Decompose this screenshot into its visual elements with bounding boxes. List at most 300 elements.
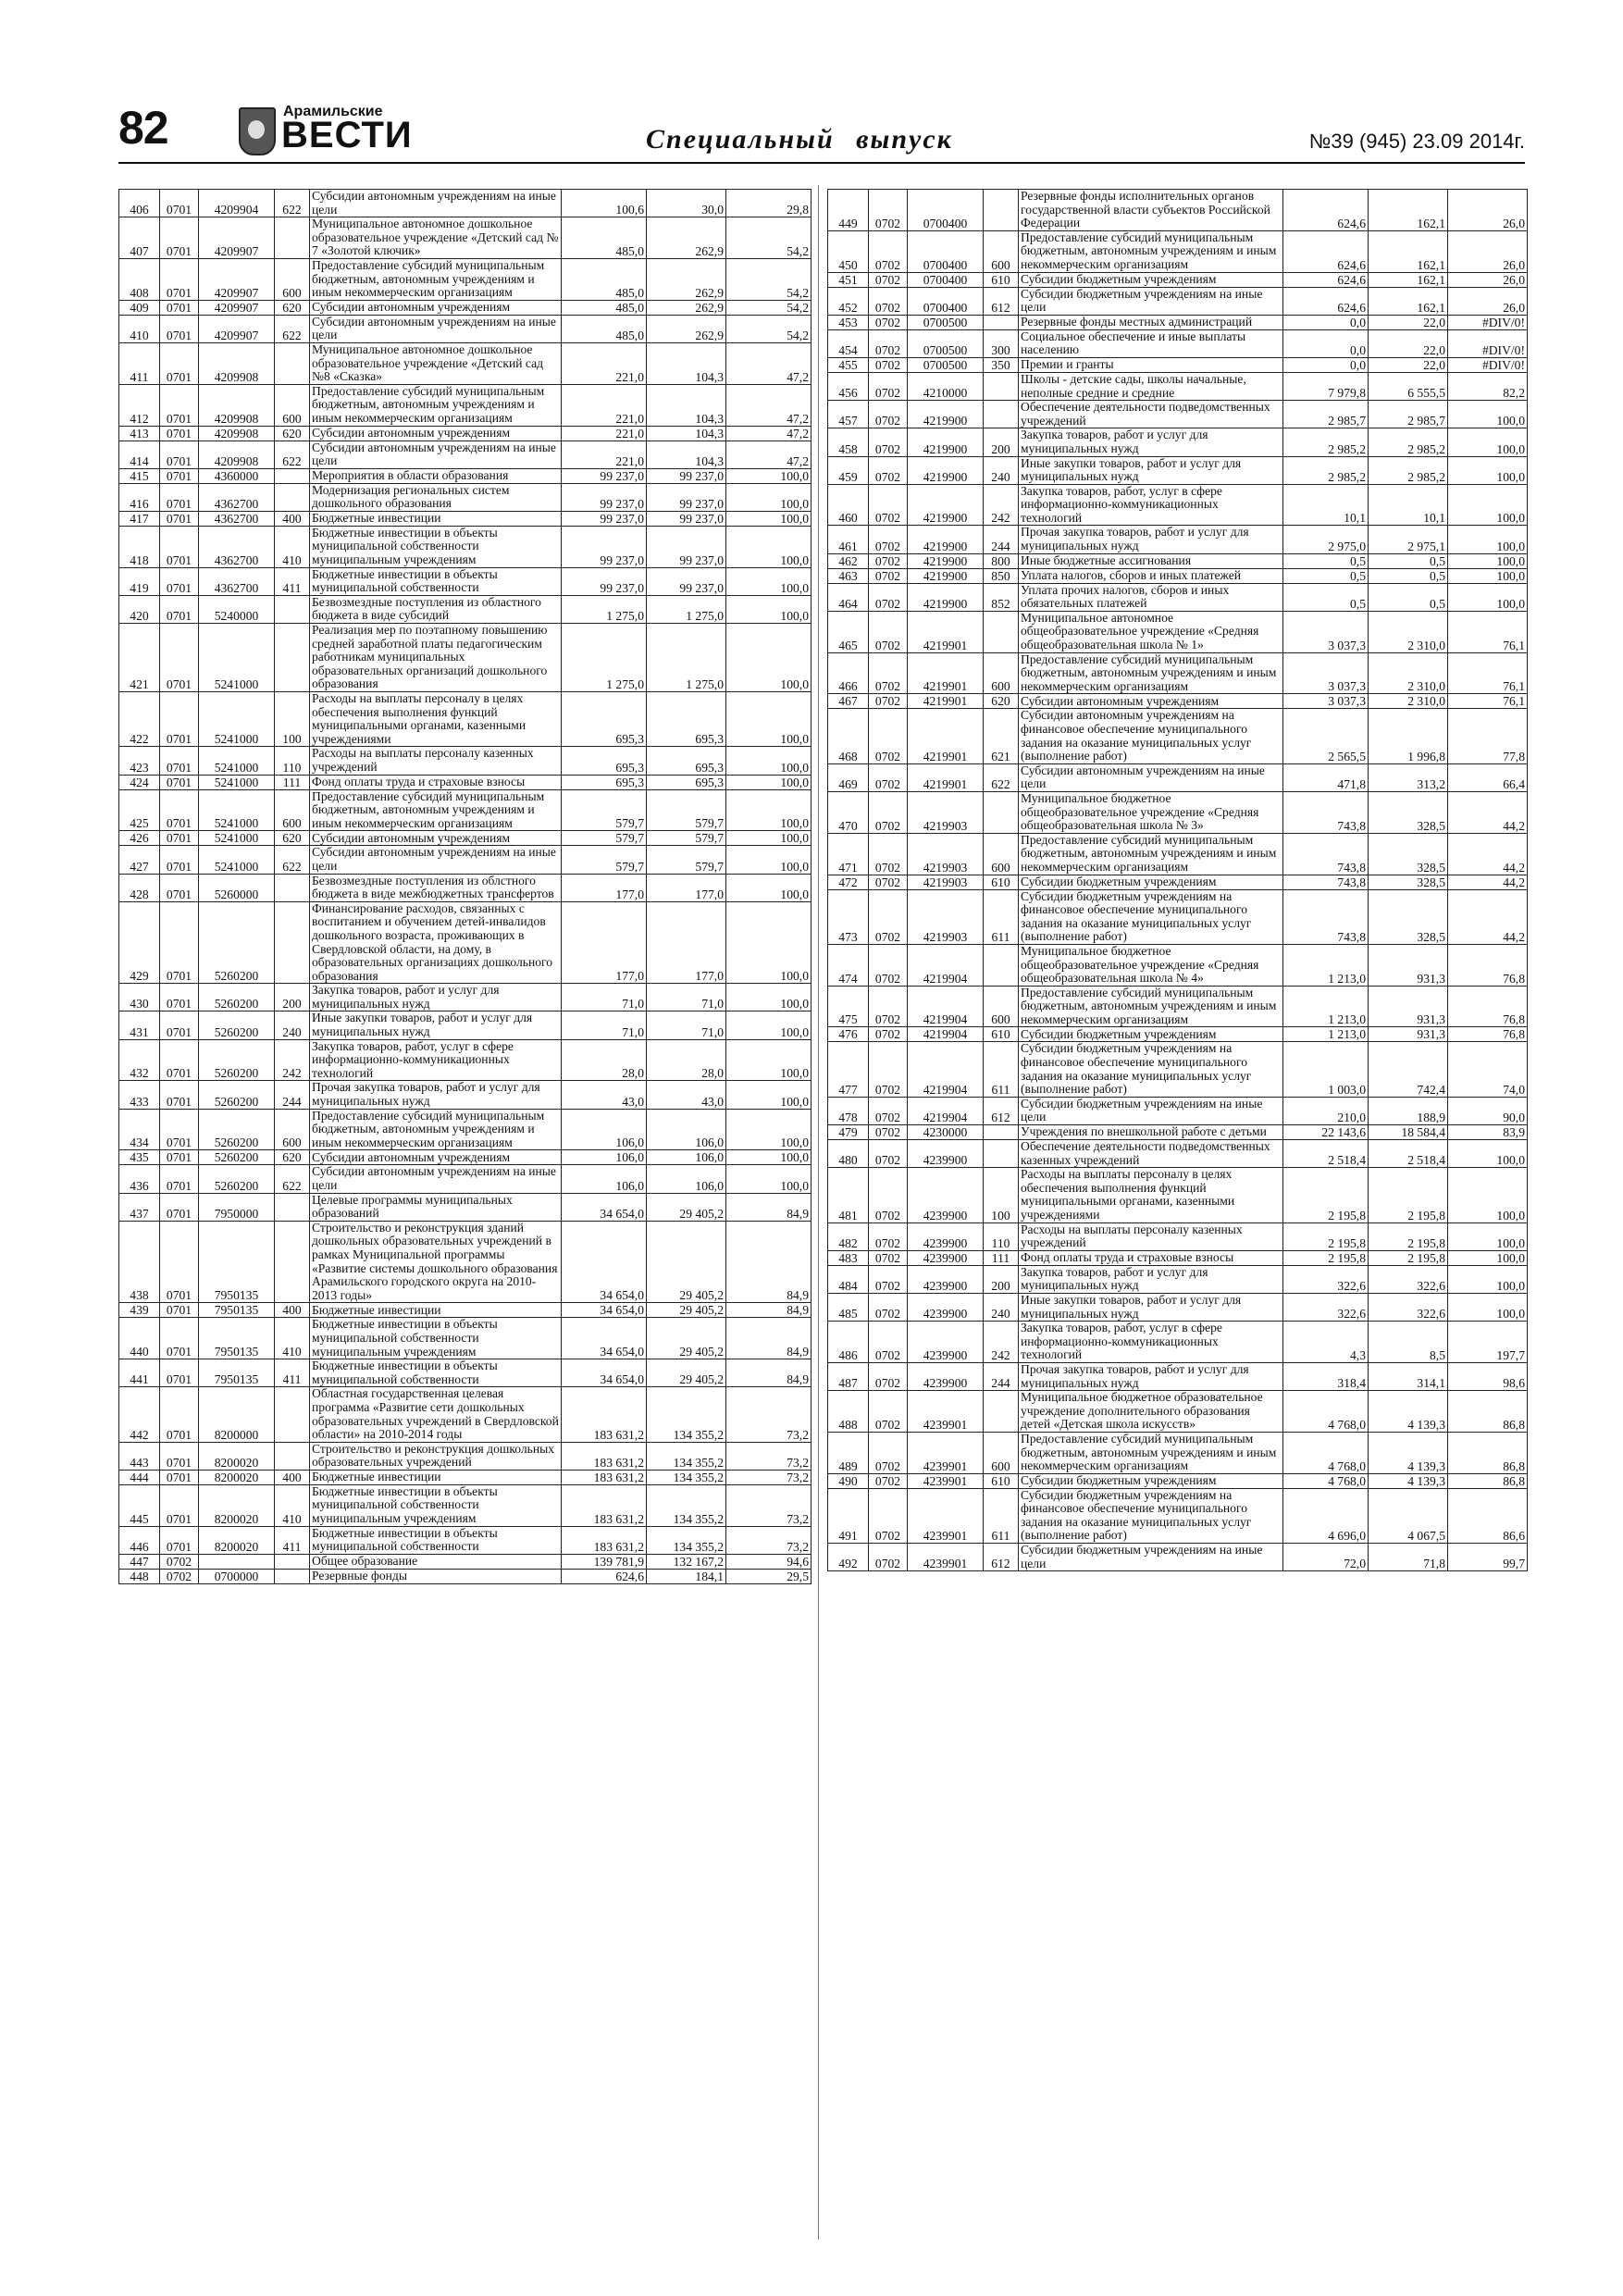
section-code: 0702 <box>869 791 908 833</box>
section-code: 0702 <box>869 1362 908 1390</box>
target-code: 4219904 <box>908 944 984 986</box>
row-number: 474 <box>828 944 869 986</box>
planned-amount: 183 631,2 <box>562 1470 647 1484</box>
item-name: Закупка товаров, работ, услуг в сфере информационно-коммуникационных технологий <box>1019 1322 1283 1363</box>
target-code: 5241000 <box>199 775 275 789</box>
planned-amount: 99 237,0 <box>562 483 647 511</box>
expense-type: 622 <box>275 441 310 468</box>
row-number: 443 <box>119 1442 160 1470</box>
section-code: 0701 <box>160 1470 199 1484</box>
execution-percent: 100,0 <box>726 1150 812 1165</box>
item-name: Бюджетные инвестиции <box>310 1470 562 1484</box>
table-row <box>119 984 812 1011</box>
planned-amount: 221,0 <box>562 426 647 441</box>
item-name: Субсидии автономным учреждениям на иные цели <box>310 1165 562 1193</box>
item-name: Бюджетные инвестиции в объекты муниципальной собственности муниципальным учреждениям <box>310 1318 562 1359</box>
table-row <box>828 1250 1528 1265</box>
section-code: 0702 <box>869 428 908 456</box>
expense-type: 622 <box>984 763 1019 791</box>
row-number: 433 <box>119 1081 160 1109</box>
target-code: 4239900 <box>908 1250 984 1265</box>
logo-title: ВЕСТИ <box>281 115 413 155</box>
target-code: 4219900 <box>908 568 984 583</box>
row-number: 442 <box>119 1387 160 1442</box>
table-row <box>119 217 812 259</box>
row-number: 439 <box>119 1303 160 1318</box>
row-number: 467 <box>828 694 869 709</box>
planned-amount: 1 003,0 <box>1283 1042 1369 1097</box>
row-number: 459 <box>828 456 869 484</box>
row-number: 450 <box>828 230 869 272</box>
table-row <box>119 300 812 315</box>
execution-percent: 100,0 <box>1448 428 1528 456</box>
target-code: 4209907 <box>199 258 275 300</box>
section-code: 0701 <box>160 789 199 831</box>
executed-amount: 28,0 <box>647 1039 726 1081</box>
executed-amount: 0,5 <box>1369 583 1448 611</box>
section-code: 0701 <box>160 526 199 567</box>
right-table-body <box>828 190 1528 1571</box>
table-row <box>828 709 1528 763</box>
expense-type: 620 <box>275 1150 310 1165</box>
target-code: 4209908 <box>199 384 275 426</box>
planned-amount: 743,8 <box>1283 833 1369 875</box>
section-code: 0702 <box>869 1473 908 1488</box>
section-code: 0701 <box>160 1039 199 1081</box>
section-code: 0701 <box>160 901 199 984</box>
execution-percent: 73,2 <box>726 1387 812 1442</box>
table-row <box>119 1569 812 1583</box>
row-number: 432 <box>119 1039 160 1081</box>
item-name: Прочая закупка товаров, работ и услуг для муниципальных нужд <box>1019 526 1283 553</box>
section-code: 0702 <box>869 526 908 553</box>
execution-percent: 100,0 <box>1448 1222 1528 1250</box>
execution-percent: 76,8 <box>1448 944 1528 986</box>
expense-type: 612 <box>984 287 1019 315</box>
section-code: 0702 <box>869 889 908 944</box>
execution-percent: 100,0 <box>726 901 812 984</box>
execution-percent: 86,8 <box>1448 1432 1528 1473</box>
planned-amount: 743,8 <box>1283 875 1369 889</box>
target-code: 8200020 <box>199 1526 275 1554</box>
planned-amount: 471,8 <box>1283 763 1369 791</box>
item-name: Муниципальное автономное общеобразовательное учреждение «Средняя общеобразовательная школа № 1» <box>1019 611 1283 652</box>
executed-amount: 2 985,2 <box>1369 428 1448 456</box>
section-code: 0702 <box>869 401 908 428</box>
execution-percent: 100,0 <box>1448 1140 1528 1168</box>
issue-title: Специальный выпуск <box>646 124 953 155</box>
expense-type: 611 <box>984 889 1019 944</box>
table-row <box>828 763 1528 791</box>
planned-amount: 624,6 <box>1283 230 1369 272</box>
table-row <box>119 692 812 747</box>
planned-amount: 106,0 <box>562 1150 647 1165</box>
expense-type <box>984 401 1019 428</box>
section-code: 0701 <box>160 831 199 846</box>
table-row <box>828 1391 1528 1433</box>
row-number: 485 <box>828 1293 869 1321</box>
row-number: 489 <box>828 1432 869 1473</box>
table-row <box>828 875 1528 889</box>
execution-percent: 54,2 <box>726 315 812 342</box>
executed-amount: 71,0 <box>647 1011 726 1039</box>
row-number: 435 <box>119 1150 160 1165</box>
table-row <box>119 483 812 511</box>
expense-type: 600 <box>984 986 1019 1027</box>
table-row <box>828 372 1528 400</box>
planned-amount: 139 781,9 <box>562 1554 647 1569</box>
executed-amount: 162,1 <box>1369 272 1448 287</box>
planned-amount: 485,0 <box>562 258 647 300</box>
execution-percent: 84,9 <box>726 1318 812 1359</box>
executed-amount: 22,0 <box>1369 329 1448 357</box>
table-row <box>119 901 812 984</box>
expense-type: 244 <box>275 1081 310 1109</box>
execution-percent: 83,9 <box>1448 1125 1528 1140</box>
execution-percent: 100,0 <box>726 692 812 747</box>
section-code: 0702 <box>869 944 908 986</box>
row-number: 446 <box>119 1526 160 1554</box>
execution-percent: 86,8 <box>1448 1391 1528 1433</box>
target-code: 4219903 <box>908 889 984 944</box>
table-row <box>828 553 1528 568</box>
planned-amount: 2 985,7 <box>1283 401 1369 428</box>
row-number: 466 <box>828 652 869 694</box>
expense-type: 400 <box>275 511 310 526</box>
executed-amount: 8,5 <box>1369 1322 1448 1363</box>
execution-percent: 26,0 <box>1448 272 1528 287</box>
executed-amount: 29 405,2 <box>647 1193 726 1221</box>
planned-amount: 624,6 <box>1283 272 1369 287</box>
table-row <box>828 791 1528 833</box>
execution-percent: 100,0 <box>726 775 812 789</box>
table-row <box>119 441 812 468</box>
row-number: 462 <box>828 553 869 568</box>
target-code: 5241000 <box>199 789 275 831</box>
planned-amount: 43,0 <box>562 1081 647 1109</box>
table-row <box>828 1125 1528 1140</box>
table-row <box>828 1168 1528 1222</box>
table-row <box>119 1359 812 1387</box>
page-number: 82 <box>118 102 168 154</box>
target-code <box>199 1554 275 1569</box>
section-code: 0702 <box>869 553 908 568</box>
target-code: 4362700 <box>199 483 275 511</box>
executed-amount: 931,3 <box>1369 986 1448 1027</box>
item-name: Резервные фонды <box>310 1569 562 1583</box>
execution-percent: 29,8 <box>726 190 812 217</box>
expense-type: 400 <box>275 1470 310 1484</box>
execution-percent: 82,2 <box>1448 372 1528 400</box>
item-name: Субсидии автономным учреждениям на иные цели <box>310 846 562 874</box>
section-code: 0702 <box>869 1544 908 1571</box>
item-name: Расходы на выплаты персоналу казенных учреждений <box>310 747 562 775</box>
item-name: Бюджетные инвестиции в объекты муниципальной собственности <box>310 1526 562 1554</box>
row-number: 480 <box>828 1140 869 1168</box>
executed-amount: 2 195,8 <box>1369 1222 1448 1250</box>
execution-percent: 98,6 <box>1448 1362 1528 1390</box>
section-code: 0701 <box>160 300 199 315</box>
table-row <box>119 567 812 595</box>
item-name: Субсидии бюджетным учреждениям <box>1019 272 1283 287</box>
expense-type: 611 <box>984 1488 1019 1543</box>
planned-amount: 3 037,3 <box>1283 611 1369 652</box>
section-code: 0701 <box>160 1387 199 1442</box>
executed-amount: 134 355,2 <box>647 1387 726 1442</box>
executed-amount: 2 985,7 <box>1369 401 1448 428</box>
expense-type: 600 <box>984 652 1019 694</box>
item-name: Субсидии бюджетным учреждениям <box>1019 1473 1283 1488</box>
expense-type: 622 <box>275 190 310 217</box>
planned-amount: 106,0 <box>562 1165 647 1193</box>
row-number: 454 <box>828 329 869 357</box>
execution-percent: 99,7 <box>1448 1544 1528 1571</box>
executed-amount: 931,3 <box>1369 944 1448 986</box>
table-row <box>119 1554 812 1569</box>
section-code: 0701 <box>160 846 199 874</box>
row-number: 448 <box>119 1569 160 1583</box>
execution-percent: 74,0 <box>1448 1042 1528 1097</box>
table-row <box>828 526 1528 553</box>
expense-type: 620 <box>275 300 310 315</box>
item-name: Субсидии бюджетным учреждениям на иные цели <box>1019 1544 1283 1571</box>
execution-percent: 66,4 <box>1448 763 1528 791</box>
section-code: 0702 <box>869 652 908 694</box>
execution-percent: 44,2 <box>1448 889 1528 944</box>
executed-amount: 2 310,0 <box>1369 652 1448 694</box>
table-row <box>828 944 1528 986</box>
target-code: 0700500 <box>908 315 984 329</box>
section-code: 0701 <box>160 1484 199 1526</box>
planned-amount: 579,7 <box>562 846 647 874</box>
execution-percent: 47,2 <box>726 342 812 384</box>
execution-percent: 47,2 <box>726 384 812 426</box>
executed-amount: 99 237,0 <box>647 526 726 567</box>
target-code: 4362700 <box>199 526 275 567</box>
row-number: 452 <box>828 287 869 315</box>
expense-type: 400 <box>275 1303 310 1318</box>
planned-amount: 0,5 <box>1283 568 1369 583</box>
row-number: 468 <box>828 709 869 763</box>
item-name: Премии и гранты <box>1019 357 1283 372</box>
expense-type: 410 <box>275 1484 310 1526</box>
section-code: 0702 <box>869 611 908 652</box>
expense-type: 100 <box>984 1168 1019 1222</box>
expense-type: 620 <box>984 694 1019 709</box>
item-name: Субсидии бюджетным учреждениям на финансовое обеспечение муниципального задания на оказание муниципальных услуг (выполнение работ) <box>1019 1042 1283 1097</box>
execution-percent: 44,2 <box>1448 791 1528 833</box>
row-number: 420 <box>119 595 160 623</box>
item-name: Бюджетные инвестиции <box>310 1303 562 1318</box>
table-row <box>828 315 1528 329</box>
execution-percent: 76,1 <box>1448 652 1528 694</box>
section-code: 0701 <box>160 747 199 775</box>
planned-amount: 322,6 <box>1283 1265 1369 1293</box>
target-code: 5260200 <box>199 984 275 1011</box>
item-name: Областная государственная целевая программа «Развитие сети дошкольных образовательных учреждений в Свердловской области» на 2010-2014 годы <box>310 1387 562 1442</box>
planned-amount: 695,3 <box>562 747 647 775</box>
table-row <box>119 1081 812 1109</box>
row-number: 417 <box>119 511 160 526</box>
table-row <box>119 747 812 775</box>
section-code: 0701 <box>160 1165 199 1193</box>
planned-amount: 485,0 <box>562 217 647 259</box>
target-code: 4209908 <box>199 342 275 384</box>
section-code: 0701 <box>160 426 199 441</box>
row-number: 438 <box>119 1221 160 1303</box>
section-code: 0701 <box>160 1109 199 1150</box>
item-name: Муниципальное бюджетное общеобразовательное учреждение «Средняя общеобразовательная школа № 3» <box>1019 791 1283 833</box>
target-code: 4239900 <box>908 1168 984 1222</box>
section-code: 0702 <box>869 1250 908 1265</box>
executed-amount: 328,5 <box>1369 889 1448 944</box>
row-number: 465 <box>828 611 869 652</box>
planned-amount: 99 237,0 <box>562 567 647 595</box>
executed-amount: 18 584,4 <box>1369 1125 1448 1140</box>
planned-amount: 318,4 <box>1283 1362 1369 1390</box>
expense-type: 620 <box>275 831 310 846</box>
expense-type: 411 <box>275 567 310 595</box>
table-row <box>828 986 1528 1027</box>
planned-amount: 322,6 <box>1283 1293 1369 1321</box>
planned-amount: 183 631,2 <box>562 1484 647 1526</box>
item-name: Обеспечение деятельности подведомственных казенных учреждений <box>1019 1140 1283 1168</box>
page-header <box>118 104 1525 161</box>
item-name: Школы - детские сады, школы начальные, неполные средние и средние <box>1019 372 1283 400</box>
row-number: 415 <box>119 468 160 483</box>
section-code: 0702 <box>869 763 908 791</box>
planned-amount: 743,8 <box>1283 889 1369 944</box>
executed-amount: 71,0 <box>647 984 726 1011</box>
row-number: 469 <box>828 763 869 791</box>
issue-info: №39 (945) 23.09 2014г. <box>1308 130 1525 153</box>
executed-amount: 579,7 <box>647 846 726 874</box>
expense-type: 240 <box>984 456 1019 484</box>
expense-type <box>984 791 1019 833</box>
table-row <box>119 775 812 789</box>
executed-amount: 22,0 <box>1369 357 1448 372</box>
executed-amount: 4 139,3 <box>1369 1432 1448 1473</box>
section-code: 0701 <box>160 258 199 300</box>
execution-percent: 100,0 <box>1448 401 1528 428</box>
target-code: 7950135 <box>199 1221 275 1303</box>
table-row <box>828 329 1528 357</box>
row-number: 413 <box>119 426 160 441</box>
table-row <box>119 874 812 901</box>
executed-amount: 695,3 <box>647 692 726 747</box>
execution-percent: 100,0 <box>1448 553 1528 568</box>
expense-type: 610 <box>984 272 1019 287</box>
item-name: Муниципальное автономное дошкольное образовательное учреждение «Детский сад №8 «Сказка» <box>310 342 562 384</box>
row-number: 460 <box>828 484 869 526</box>
execution-percent: 100,0 <box>726 1039 812 1081</box>
section-code: 0702 <box>160 1569 199 1583</box>
table-row <box>828 694 1528 709</box>
item-name: Реализация мер по поэтапному повышению средней заработной платы педагогическим работникам муниципальных образовательных организаций дошкольного образования <box>310 624 562 692</box>
target-code: 4239901 <box>908 1391 984 1433</box>
target-code: 4239901 <box>908 1432 984 1473</box>
table-row <box>828 1488 1528 1543</box>
target-code: 0700500 <box>908 357 984 372</box>
row-number: 425 <box>119 789 160 831</box>
executed-amount: 1 996,8 <box>1369 709 1448 763</box>
planned-amount: 579,7 <box>562 789 647 831</box>
execution-percent: 54,2 <box>726 300 812 315</box>
expense-type: 610 <box>984 1473 1019 1488</box>
target-code: 8200020 <box>199 1442 275 1470</box>
planned-amount: 99 237,0 <box>562 468 647 483</box>
table-row <box>119 789 812 831</box>
target-code: 4239901 <box>908 1544 984 1571</box>
row-number: 411 <box>119 342 160 384</box>
item-name: Резервные фонды исполнительных органов государственной власти субъектов Российской Федерации <box>1019 190 1283 231</box>
table-row <box>828 401 1528 428</box>
section-code: 0702 <box>869 357 908 372</box>
target-code: 4210000 <box>908 372 984 400</box>
section-code: 0702 <box>160 1554 199 1569</box>
row-number: 422 <box>119 692 160 747</box>
executed-amount: 106,0 <box>647 1150 726 1165</box>
row-number: 484 <box>828 1265 869 1293</box>
target-code: 4239901 <box>908 1473 984 1488</box>
planned-amount: 106,0 <box>562 1109 647 1150</box>
planned-amount: 1 213,0 <box>1283 1027 1369 1042</box>
planned-amount: 1 275,0 <box>562 624 647 692</box>
section-code: 0702 <box>869 1168 908 1222</box>
executed-amount: 328,5 <box>1369 875 1448 889</box>
item-name: Предоставление субсидий муниципальным бюджетным, автономным учреждениям и иным некоммерческим организациям <box>310 384 562 426</box>
expense-type: 600 <box>275 1109 310 1150</box>
executed-amount: 579,7 <box>647 789 726 831</box>
item-name: Субсидии автономным учреждениям <box>1019 694 1283 709</box>
row-number: 434 <box>119 1109 160 1150</box>
executed-amount: 2 985,2 <box>1369 456 1448 484</box>
expense-type <box>984 1140 1019 1168</box>
item-name: Субсидии автономным учреждениям <box>310 1150 562 1165</box>
executed-amount: 262,9 <box>647 258 726 300</box>
row-number: 455 <box>828 357 869 372</box>
expense-type: 240 <box>984 1293 1019 1321</box>
executed-amount: 99 237,0 <box>647 511 726 526</box>
planned-amount: 624,6 <box>562 1569 647 1583</box>
planned-amount: 2 975,0 <box>1283 526 1369 553</box>
execution-percent: 100,0 <box>726 789 812 831</box>
execution-percent: 100,0 <box>726 831 812 846</box>
planned-amount: 210,0 <box>1283 1097 1369 1124</box>
item-name: Финансирование расходов, связанных с воспитанием и обучением детей-инвалидов дошкольного возраста, проживающих в Свердловской области, на дому, в образовательных организациях дошкольного образования <box>310 901 562 984</box>
table-row <box>828 1432 1528 1473</box>
expense-type: 850 <box>984 568 1019 583</box>
execution-percent: 100,0 <box>726 624 812 692</box>
target-code: 8200000 <box>199 1387 275 1442</box>
target-code: 5241000 <box>199 747 275 775</box>
execution-percent: 90,0 <box>1448 1097 1528 1124</box>
table-row <box>119 1193 812 1221</box>
table-row <box>119 595 812 623</box>
executed-amount: 71,8 <box>1369 1544 1448 1571</box>
target-code: 4230000 <box>908 1125 984 1140</box>
newspaper-logo <box>239 104 413 155</box>
target-code: 4209908 <box>199 426 275 441</box>
table-row <box>119 1165 812 1193</box>
section-code: 0701 <box>160 511 199 526</box>
executed-amount: 1 275,0 <box>647 595 726 623</box>
section-code: 0701 <box>160 1303 199 1318</box>
target-code: 8200020 <box>199 1470 275 1484</box>
planned-amount: 743,8 <box>1283 791 1369 833</box>
expense-type <box>275 1442 310 1470</box>
item-name: Иные закупки товаров, работ и услуг для муниципальных нужд <box>1019 1293 1283 1321</box>
